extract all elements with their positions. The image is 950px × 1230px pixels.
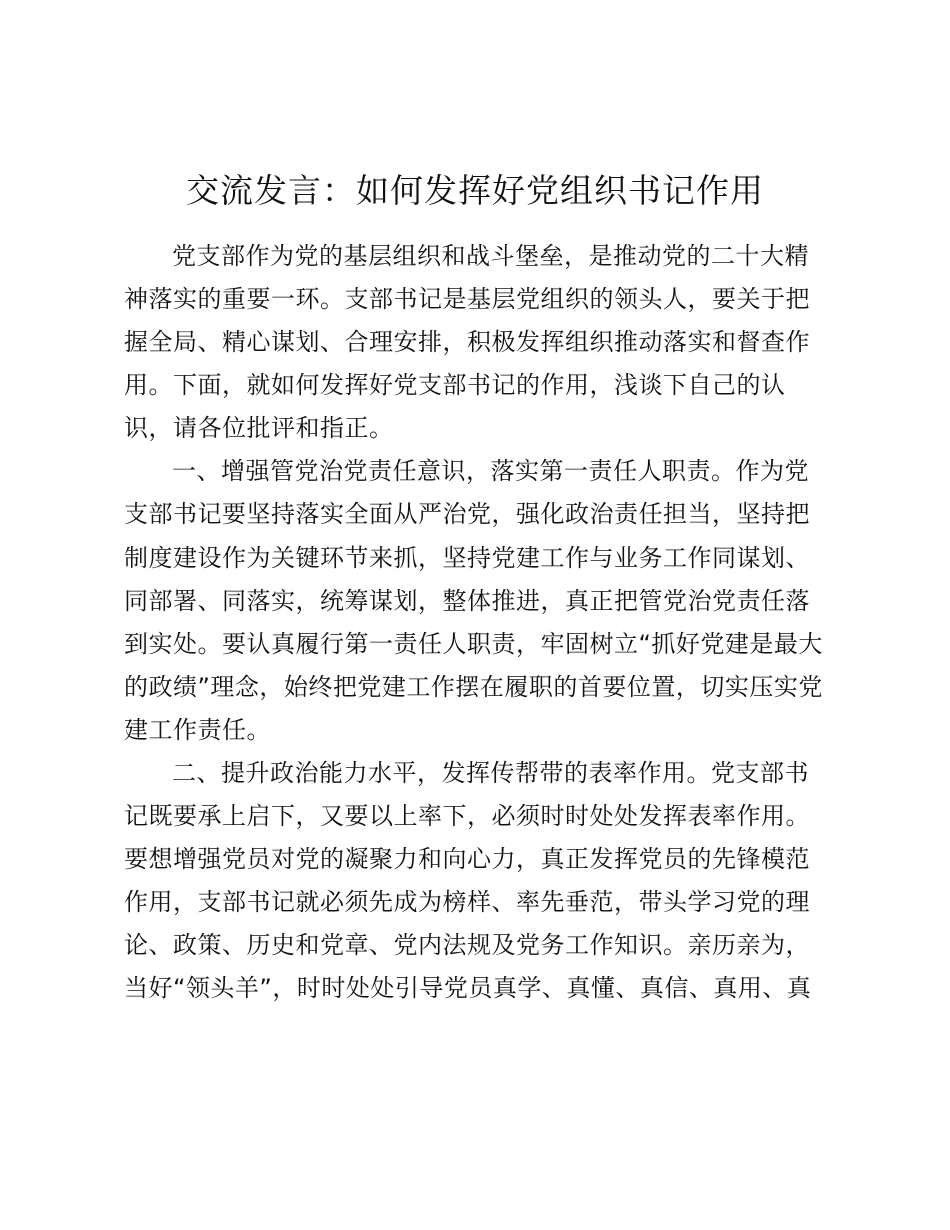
paragraph-line: 用。下面，就如何发挥好党支部书记的作用，浅谈下自己的认 bbox=[124, 371, 786, 399]
paragraph-line: 记既要承上启下，又要以上率下，必须时时处处发挥表率作用。 bbox=[124, 802, 810, 830]
paragraph-line: 到实处。要认真履行第一责任人职责，牢固树立“抓好党建是最大 bbox=[124, 630, 823, 658]
paragraph-line: 神落实的重要一环。支部书记是基层党组织的领头人，要关于把 bbox=[124, 285, 810, 313]
paragraph-line: 党支部作为党的基层组织和战斗堡垒，是推动党的二十大精 bbox=[172, 242, 809, 270]
paragraph-line: 当好“领头羊”，时时处处引导党员真学、真懂、真信、真用、真 bbox=[124, 974, 812, 1002]
paragraph-line: 要想增强党员对党的凝聚力和向心力，真正发挥党员的先锋模范 bbox=[124, 845, 810, 873]
paragraph-line: 支部书记要坚持落实全面从严治党，强化政治责任担当，坚持把 bbox=[124, 500, 810, 528]
document-title: 交流发言：如何发挥好党组织书记作用 bbox=[186, 171, 764, 210]
paragraph-line: 作用，支部书记就必须先成为榜样、率先垂范，带头学习党的理 bbox=[124, 888, 810, 916]
paragraph-line: 制度建设作为关键环节来抓，坚持党建工作与业务工作同谋划、 bbox=[124, 544, 810, 572]
paragraph-line: 识，请各位批评和指正。 bbox=[124, 414, 394, 442]
paragraph-line: 的政绩”理念，始终把党建工作摆在履职的首要位置，切实压实党 bbox=[124, 673, 823, 701]
paragraph-line: 握全局、精心谋划、合理安排，积极发挥组织推动落实和督查作 bbox=[124, 328, 810, 356]
paragraph-line: 建工作责任。 bbox=[124, 716, 271, 744]
paragraph-line: 一、增强管党治党责任意识，落实第一责任人职责。作为党 bbox=[172, 457, 809, 485]
paragraph-line: 二、提升政治能力水平，发挥传帮带的表率作用。党支部书 bbox=[172, 759, 809, 787]
paragraph-line: 同部署、同落实，统筹谋划，整体推进，真正把管党治党责任落 bbox=[124, 587, 810, 615]
paragraph-line: 论、政策、历史和党章、党内法规及党务工作知识。亲历亲为， bbox=[124, 931, 810, 959]
